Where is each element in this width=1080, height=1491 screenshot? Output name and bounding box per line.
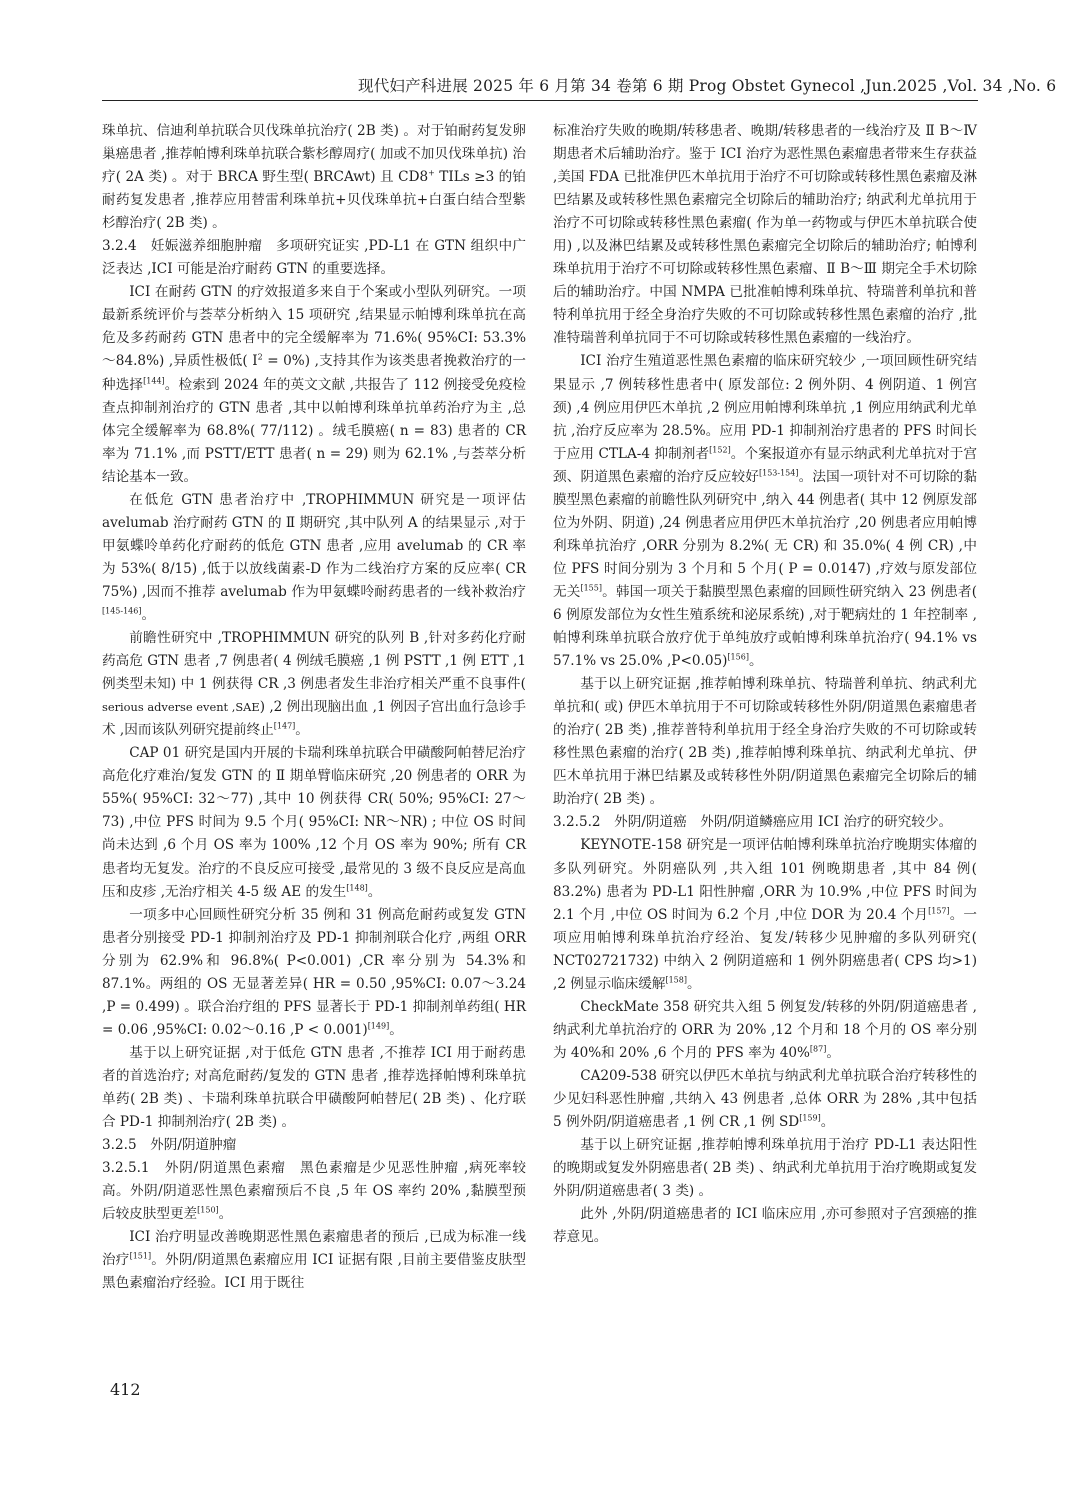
paragraph: 在低危 GTN 患者治疗中 ,TROPHIMMUN 研究是一项评估 avelumab 治疗耐药 GTN 的 Ⅱ 期研究 ,其中队列 A 的结果显示 ,对于甲氨蝶呤单药化疗耐药的低危 GTN 患者 ,应用 avelumab 的 CR 率为 53%( 8/15) ,低于以放线菌素-D 作为二线治疗方案的反应率( CR 75%) ,因而不推荐 avelumab 作为甲氨蝶呤耐药患者的一线补救治疗[145-146]。	[102, 491, 526, 623]
citation[interactable]: [150]	[197, 1205, 219, 1215]
paragraph: ICI 在耐药 GTN 的疗效报道多来自于个案或小型队列研究。一项最新系统评价与荟萃分析纳入 15 项研究 ,结果显示帕博利珠单抗在高危及多药耐药 GTN 患者中的完全缓解率为 71.6%( 95%CI: 53.3%～84.8%) ,异质性极低( $I^2 = 0\%$) ,支持其作为该类患者挽救治疗的一种选择[144]。检索到 2024 年的英文文献 ,共报告了 112 例接受免疫检查点抑制剂治疗的 GTN 患者 ,其中以帕博利珠单抗单药治疗为主 ,总体完全缓解率为 68.8%( 77/112) 。绒毛膜癌( n = 83) 患者的 CR 率为 71.1% ,而 PSTT/ETT 患者( n = 29) 则为 62.1% ,与荟萃分析结论基本一致。	[102, 284, 527, 485]
citation[interactable]: [155]	[580, 583, 602, 593]
paragraph: 前瞻性研究中 ,TROPHIMMUN 研究的队列 B ,针对多药化疗耐药高危 GTN 患者 ,7 例患者( 4 例绒毛膜癌 ,1 例 PSTT ,1 例 ETT ,1 例类型未知) 中 1 例获得 CR ,3 例患者发生非治疗相关严重不良事件( serious adverse event ,SAE) ,2 例出现脑出血 ,1 例因子宫出血行急诊手术 ,因而该队列研究提前终止[147]。	[102, 630, 526, 739]
paragraph: CA209-538 研究以伊匹木单抗与纳武利尤单抗联合治疗转移性的少见妇科恶性肿瘤 ,共纳入 43 例患者 ,总体 ORR 为 28% ,其中包括 5 例外阴/阴道癌患者 ,1 例 CR ,1 例 SD[159]。	[553, 1067, 977, 1131]
citation[interactable]: [87]	[809, 1044, 827, 1054]
citation[interactable]: [157]	[928, 906, 950, 916]
running-header: 现代妇产科进展 2025 年 6 月第 34 卷第 6 期 Prog Obstet Gynecol ,Jun.2025 ,Vol. 34 ,No. 6	[358, 77, 1057, 95]
right-column	[553, 120, 977, 1249]
paragraph: ICI 治疗明显改善晚期恶性黑色素瘤患者的预后 ,已成为标准一线治疗[151]。外阴/阴道黑色素瘤应用 ICI 证据有限 ,目前主要借鉴皮肤型黑色素瘤治疗经验。ICI 用于既往	[102, 1229, 526, 1292]
paragraph: KEYNOTE-158 研究是一项评估帕博利珠单抗治疗晚期实体瘤的多队列研究。外阴癌队列 ,共入组 101 例晚期患者 ,其中 84 例( 83.2%) 患者为 PD-L1 阳性肿瘤 ,ORR 为 10.9% ,中位 PFS 时间为 2.1 个月 ,中位 OS 时间为 6.2 个月 ,中位 DOR 为 20.4 个月[157]。一项应用帕博利珠单抗治疗经治、复发/转移少见肿瘤的多队列研究( NCT02721732) 中纳入 2 例阴道癌和 1 例外阴癌患者( CPS 均>1) ,2 例显示临床缓解[158]。	[553, 837, 978, 992]
left-column	[102, 120, 526, 1295]
paragraph: 珠单抗、信迪利单抗联合贝伐珠单抗治疗( 2B 类) 。对于铂耐药复发卵巢癌患者 ,推荐帕博利珠单抗联合紫杉醇周疗( 加或不加贝伐珠单抗) 治疗( 2A 类) 。对于 BRCA 野生型( BRCAwt) 且 CD8+ TILs ≥3 的铂耐药复发患者 ,推荐应用替雷利珠单抗+贝伐珠单抗+白蛋白结合型紫杉醇治疗( 2B 类) 。	[102, 123, 526, 232]
paragraph: 一项多中心回顾性研究分析 35 例和 31 例高危耐药或复发 GTN 患者分别接受 PD-1 抑制剂治疗及 PD-1 抑制剂联合化疗 ,两组 ORR 分别为 62.9%和 96.8%( P<0.001) ,CR 率分别为 54.3%和 87.1%。两组的 OS 无显著差异( HR = 0.50 ,95%CI: 0.07～3.24 ,P = 0.499) 。联合治疗组的 PFS 显著长于 PD-1 抑制剂单药组( HR = 0.06 ,95%CI: 0.02～0.16 ,P < 0.001)[149]。	[102, 906, 526, 1038]
citation[interactable]: [156]	[727, 652, 749, 662]
citation[interactable]: [152]	[709, 445, 731, 455]
section-heading-3-2-5: 3.2.5 外阴/阴道肿瘤	[102, 1137, 237, 1154]
citation[interactable]: [151]	[129, 1251, 152, 1261]
citation[interactable]: [153-154]	[759, 468, 799, 478]
citation[interactable]: [147]	[273, 721, 296, 731]
paragraph: 基于以上研究证据 ,对于低危 GTN 患者 ,不推荐 ICI 用于耐药患者的首选治疗; 对高危耐药/复发的 GTN 患者 ,推荐选择帕博利珠单抗单药( 2B 类) 、卡瑞利珠单抗联合甲磺酸阿帕替尼( 2B 类) 、化疗联合 PD-1 抑制剂治疗( 2B 类) 。	[102, 1044, 526, 1131]
header-rule	[102, 100, 978, 101]
paragraph: ICI 治疗生殖道恶性黑色素瘤的临床研究较少 ,一项回顾性研究结果显示 ,7 例转移性患者中( 原发部位: 2 例外阴、4 例阴道、1 例宫颈) ,4 例应用伊匹木单抗 ,2 例应用帕博利珠单抗 ,1 例应用纳武利尤单抗 ,治疗反应率为 28.5%。应用 PD-1 抑制剂治疗患者的 PFS 时间长于应用 CTLA-4 抑制剂者[152]。个案报道亦有显示纳武利尤单抗对于宫颈、阴道黑色素瘤的治疗反应较好[153-154]。法国一项针对不可切除的黏膜型黑色素瘤的前瞻性队列研究中 ,纳入 44 例患者( 其中 12 例原发部位为外阴、阴道) ,24 例患者应用伊匹木单抗治疗 ,20 例患者应用帕博利珠单抗治疗 ,ORR 分别为 8.2%( 无 CR) 和 35.0%( 4 例 CR) ,中位 PFS 时间分别为 3 个月和 5 个月( P = 0.0147) ,疗效与原发部位无关[155]。韩国一项关于黏膜型黑色素瘤的回顾性研究纳入 23 例患者( 6 例原发部位为女性生殖系统和泌尿系统) ,对于靶病灶的 1 年控制率 ,帕博利珠单抗联合放疗优于单纯放疗或帕博利珠单抗治疗( 94.1% vs 57.1% vs 25.0% ,P<0.05)[156]。	[553, 353, 978, 670]
paragraph: 标准治疗失败的晚期/转移患者、晚期/转移患者的一线治疗及 Ⅱ B～Ⅳ 期患者术后辅助治疗。鉴于 ICI 治疗为恶性黑色素瘤患者带来生存获益 ,美国 FDA 已批准伊匹木单抗用于治疗不可切除或转移性黑色素瘤及淋巴结累及或转移性黑色素瘤完全切除后的辅助治疗; 纳武利尤单抗用于治疗不可切除或转移性黑色素瘤( 作为单一药物或与伊匹木单抗联合使用) ,以及淋巴结累及或转移性黑色素瘤完全切除后的辅助治疗; 帕博利珠单抗用于治疗不可切除或转移性黑色素瘤、Ⅱ B～Ⅲ 期完全手术切除后的辅助治疗。中国 NMPA 已批准帕博利珠单抗、特瑞普利单抗和普特利单抗用于经全身治疗失败的不可切除或转移性黑色素瘤的治疗 ,批准特瑞普利单抗同于不可切除或转移性黑色素瘤的一线治疗。	[553, 123, 977, 347]
citation[interactable]: [144]	[143, 375, 165, 385]
citation[interactable]: [159]	[799, 1113, 821, 1123]
paragraph: 基于以上研究证据 ,推荐帕博利珠单抗用于治疗 PD-L1 表达阳性的晚期或复发外阴癌患者( 2B 类) 、纳武利尤单抗用于治疗晚期或复发外阴/阴道癌患者( 3 类) 。	[553, 1137, 977, 1200]
section-heading-3-2-5-1: 3.2.5.1 外阴/阴道黑色素瘤 黑色素瘤是少见恶性肿瘤 ,病死率较高。外阴/阴道恶性黑色素瘤预后不良 ,5 年 OS 率约 20% ,黏膜型预后较皮肤型更差[150]。	[102, 1160, 526, 1223]
citation[interactable]: [158]	[665, 975, 687, 985]
citation[interactable]: [148]	[346, 883, 368, 893]
paragraph: CheckMate 358 研究共入组 5 例复发/转移的外阴/阴道癌患者 ,纳武利尤单抗治疗的 ORR 为 20% ,12 个月和 18 个月的 OS 率分别为 40%和 20% ,6 个月的 PFS 率为 40%[87]。	[553, 998, 977, 1061]
section-heading-3-2-4: 3.2.4 妊娠滋养细胞肿瘤 多项研究证实 ,PD-L1 在 GTN 组织中广泛表达 ,ICI 可能是治疗耐药 GTN 的重要选择。	[102, 238, 526, 278]
page-number: 412	[110, 1380, 141, 1399]
citation[interactable]: [145-146]	[102, 606, 142, 616]
section-heading-3-2-5-2: 3.2.5.2 外阴/阴道癌 外阴/阴道鳞癌应用 ICI 治疗的研究较少。	[553, 814, 953, 831]
citation[interactable]: [149]	[367, 1021, 390, 1031]
paragraph: CAP 01 研究是国内开展的卡瑞利珠单抗联合甲磺酸阿帕替尼治疗高危化疗难治/复发 GTN 的 Ⅱ 期单臂临床研究 ,20 例患者的 ORR 为 55%( 95%CI: 32～77) ,其中 10 例获得 CR( 50%; 95%CI: 27～73) ,中位 PFS 时间为 9.5 个月( 95%CI: NR～NR) ; 中位 OS 时间尚未达到 ,6 个月 OS 率为 100% ,12 个月 OS 率为 90%; 所有 CR 患者均无复发。治疗的不良反应可接受 ,最常见的 3 级不良反应是高血压和皮疹 ,无治疗相关 4-5 级 AE 的发生[148]。	[102, 745, 526, 900]
paragraph: 基于以上研究证据 ,推荐帕博利珠单抗、特瑞普利单抗、纳武利尤单抗和( 或) 伊匹木单抗用于不可切除或转移性外阴/阴道黑色素瘤患者的治疗( 2B 类) ,推荐普特利单抗用于经全身治疗失败的不可切除或转移性黑色素瘤的治疗( 2B 类) ,推荐帕博利珠单抗、纳武利尤单抗、伊匹木单抗用于淋巴结累及或转移性外阴/阴道黑色素瘤完全切除后的辅助治疗( 2B 类) 。	[553, 676, 977, 808]
paragraph: 此外 ,外阴/阴道癌患者的 ICI 临床应用 ,亦可参照对子宫颈癌的推荐意见。	[553, 1206, 977, 1246]
